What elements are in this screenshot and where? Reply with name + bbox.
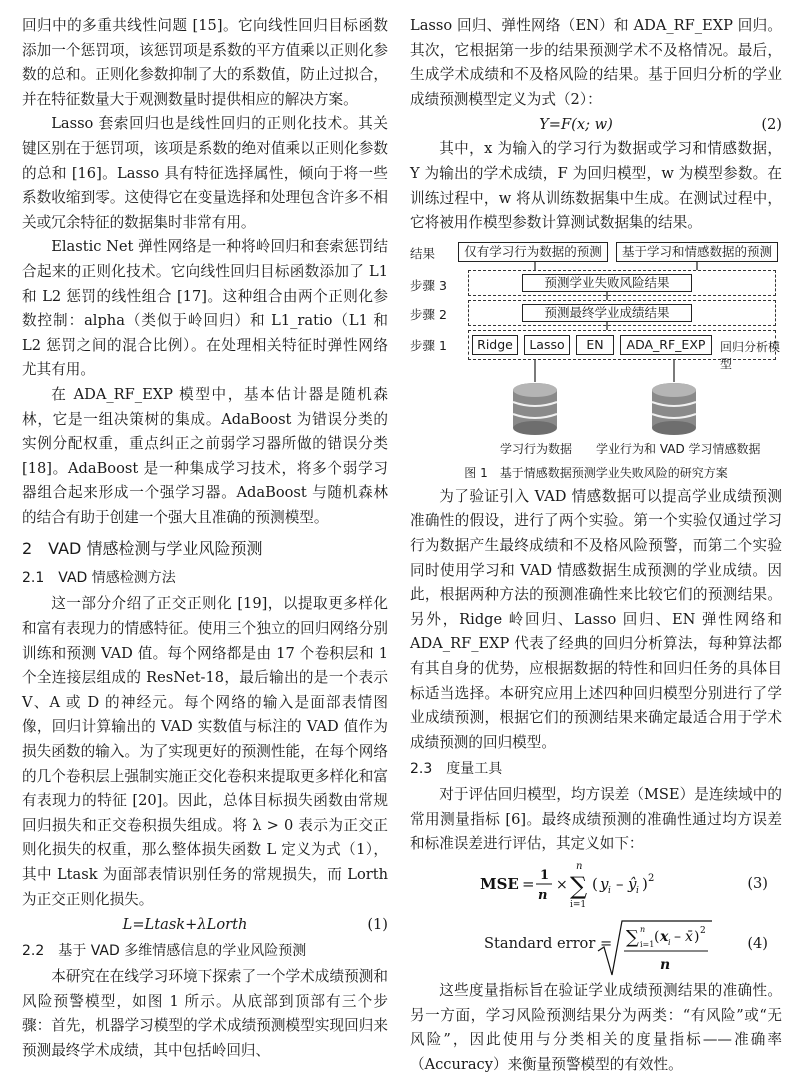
svg-text:×: ×	[556, 877, 568, 894]
svg-text:2: 2	[700, 926, 706, 937]
svg-text:i: i	[668, 938, 671, 948]
svg-text:n: n	[576, 861, 583, 873]
svg-text:i=1: i=1	[570, 900, 587, 911]
left-column	[22, 14, 388, 1064]
equation-1-number: (1)	[367, 916, 388, 934]
figure-1-caption: 图 1 基于情感数据预测学业失败风险的研究方案	[464, 465, 728, 480]
equation-2	[410, 112, 782, 137]
subsection-heading-2-1: 2.1 VAD 情感检测方法	[22, 570, 176, 587]
figure-step2-label: 步骤 2	[410, 306, 447, 322]
figure-step3-label: 步骤 3	[410, 277, 447, 293]
figure-result-box-2: 基于学习和情感数据的预测	[616, 242, 778, 262]
figure-model-ada-rf-exp: ADA_RF_EXP	[620, 335, 712, 355]
svg-text:MSE: MSE	[480, 875, 519, 894]
svg-text:1: 1	[540, 868, 550, 884]
section-heading-2: 2 VAD 情感检测与学业风险预测	[22, 539, 263, 559]
equation-4	[410, 917, 782, 979]
svg-text:–: –	[616, 875, 624, 894]
svg-text:n: n	[660, 957, 671, 974]
paragraph-experiments: 为了验证引入 VAD 情感数据可以提高学业成绩预测准确性的假设，进行了两个实验。第一个实验仅通过学习行为数据产生最终成绩和不及格风险预警，而第二个实验同时使用学习和 VAD 情感数据生成预测的学业成绩。因此，根据两种方法的预测准确性来比较它们的预测结果。另外，Ridge 岭回归、Lasso 回归、EN 弹性网络和 ADA_RF_EXP 代表了经典的回归分析算法，每种算法都有其自身的优势，应根据数据的特性和回归任务的具体目标适当选择。本研究应用上述四种回归模型分别进行了学业成绩预测，根据它们的预测结果来确定最适合用于学术成绩预测的回归模型。	[410, 487, 782, 751]
equation-3	[410, 857, 782, 911]
right-column	[410, 14, 782, 1077]
figure-model-lasso: Lasso	[524, 335, 570, 355]
svg-text:n: n	[640, 925, 646, 935]
equation-3-number: (3)	[747, 875, 768, 893]
svg-text:=: =	[522, 875, 535, 894]
svg-text:∑: ∑	[626, 927, 639, 949]
svg-text:2: 2	[648, 873, 655, 885]
paragraph-lasso: Lasso 套索回归也是线性回归的正则化技术。其关键区别在于惩罚项，该项是系数的绝对值乘以正则化参数的总和 [16]。Lasso 具有特征选择属性，倾向于将一些系数收缩到零。这使得它在变量选择和处理包含许多不相关或冗余特征的数据集时非常有用。	[22, 115, 388, 231]
svg-text:–: –	[674, 929, 681, 946]
paragraph-variables: 其中，x 为输入的学习行为数据或学习和情感数据，Y 为输出的学术成绩，F 为回归模型，w 为模型参数。在训练过程中，w 将从训练数据集中生成。在测试过程中，它将被用作模型参数计算测试数据集的结果。	[410, 140, 782, 232]
subsection-heading-2-2: 2.2 基于 VAD 多维情感信息的学业风险预测	[22, 943, 307, 960]
equation-2-body: Y=F(x; w)	[539, 116, 613, 134]
paragraph-steps-cont: Lasso 回归、弹性网络（EN）和 ADA_RF_EXP 回归。其次，它根据第一步的结果预测学术不及格情况。最后，生成学术成绩和不及格风险的结果。基于回归分析的学业成绩预测模型定义为式（2）：	[410, 17, 782, 108]
svg-text:): )	[694, 929, 700, 946]
svg-text:∑: ∑	[570, 872, 588, 901]
subsection-heading-2-3: 2.3 度量工具	[410, 761, 503, 778]
svg-text:n: n	[538, 888, 548, 904]
figure-result-label: 结果	[410, 245, 436, 261]
svg-text:): )	[642, 875, 648, 894]
figure-db2-label: 学业行为和 VAD 学习情感数据	[596, 441, 761, 456]
svg-text:i: i	[608, 886, 611, 897]
equation-3-formula	[470, 857, 720, 911]
figure-model-group-label: 回归分析模型	[720, 339, 781, 371]
equation-2-number: (2)	[761, 116, 782, 134]
figure-step3-box: 预测学业失败风险结果	[522, 274, 692, 292]
equation-4-number: (4)	[747, 935, 768, 953]
figure-step2-box: 预测最终学业成绩结果	[522, 304, 692, 322]
paragraph-metrics: 对于评估回归模型，均方误差（MSE）是连续域中的常用测量指标 [6]。最终成绩预测的准确性通过均方误差和标准误差进行评估，其定义如下：	[410, 786, 782, 853]
figure-step1-label: 步骤 1	[410, 337, 447, 353]
svg-text:i=1: i=1	[640, 940, 655, 950]
svg-text:ŷ: ŷ	[628, 875, 637, 894]
svg-text:x̄: x̄	[685, 929, 693, 946]
svg-text:i: i	[636, 886, 639, 897]
database-icon-1	[513, 383, 557, 435]
figure-db1-label: 学习行为数据	[500, 441, 573, 456]
equation-4-formula	[596, 917, 716, 979]
figure-1	[410, 242, 782, 460]
equation-1-body: L=Ltask+λLorth	[122, 916, 248, 934]
database-icon-2	[652, 383, 696, 435]
paragraph-ridge: 回归中的多重共线性问题 [15]。它向线性回归目标函数添加一个惩罚项，该惩罚项是系数的平方值乘以正则化参数的总和。正则化参数抑制了大的系数值，防止过拟合，并在特征数量大于观测数量时提供相应的解决方案。	[22, 17, 388, 108]
equation-1	[22, 912, 388, 937]
paragraph-vad-method: 这一部分介绍了正交正则化 [19]，以提取更多样化和富有表现力的情感特征。使用三个独立的回归网络分别训练和预测 VAD 值。每个网络都是由 17 个卷积层和 1 个全连接层组成的 ResNet-18，最后输出的是一个表示 V、A 或 D 的神经元。每个网络的输入是面部表情图像，回归计算输出的 VAD 实数值与标注的 VAD 值作为损失函数的输入。为了实现更好的预测性能，在每个网络的几个卷积层上强制实施正交化卷积来提取更多样化和富有表现力的特征 [20]。因此，总体目标损失函数由常规回归损失和正交卷积损失组成。将 λ > 0 表示为正交正则化损失的权重，那么整体损失函数 L 定义为式（1），其中 Ltask 为面部表情识别任务的常规损失，而 Lorth 为正交正则化损失。	[22, 595, 388, 908]
svg-text:y: y	[600, 875, 609, 894]
svg-text:x: x	[660, 929, 669, 946]
paragraph-ada-rf-exp: 在 ADA_RF_EXP 模型中，基本估计器是随机森林，它是一组决策树的集成。AdaBoost 为错误分类的实例分配权重，重点纠正之前弱学习器所做的错误分类 [18]。AdaBoost 是一种集成学习技术，将多个弱学习器组合起来形成一个强学习器。AdaBoost 与随机森林的结合有助于创建一个强大且准确的预测模型。	[22, 385, 388, 526]
equation-4-label: Standard error =	[484, 935, 613, 953]
paragraph-risk-prediction: 本研究在在线学习环境下探索了一个学术成绩预测和风险预警模型，如图 1 所示。从底部到顶部有三个步骤：首先，机器学习模型的学术成绩预测模型实现回归来预测最终学术成绩，其中包括岭回归、	[22, 968, 388, 1059]
svg-text:(: (	[654, 929, 660, 946]
figure-model-ridge: Ridge	[472, 335, 518, 355]
paragraph-elastic-net: Elastic Net 弹性网络是一种将岭回归和套索惩罚结合起来的正则化技术。它向线性回归目标函数添加了 L1 和 L2 惩罚的线性组合 [17]。这种组合由两个正则化参数控制：alpha（类似于岭回归）和 L1_ratio（L1 和 L2 惩罚之间的混合比例）。在处理相关特征时弹性网络尤其有用。	[22, 238, 388, 379]
svg-text:(: (	[592, 875, 598, 894]
figure-model-en: EN	[576, 335, 614, 355]
figure-result-box-1: 仅有学习行为数据的预测	[458, 242, 608, 262]
paragraph-accuracy: 这些度量指标旨在验证学业成绩预测结果的准确性。另一方面，学习风险预测结果分为两类：“有风险”或“无风险”，因此使用与分类相关的度量指标——准确率（Accuracy）来衡量预警模型的有效性。	[410, 982, 782, 1073]
